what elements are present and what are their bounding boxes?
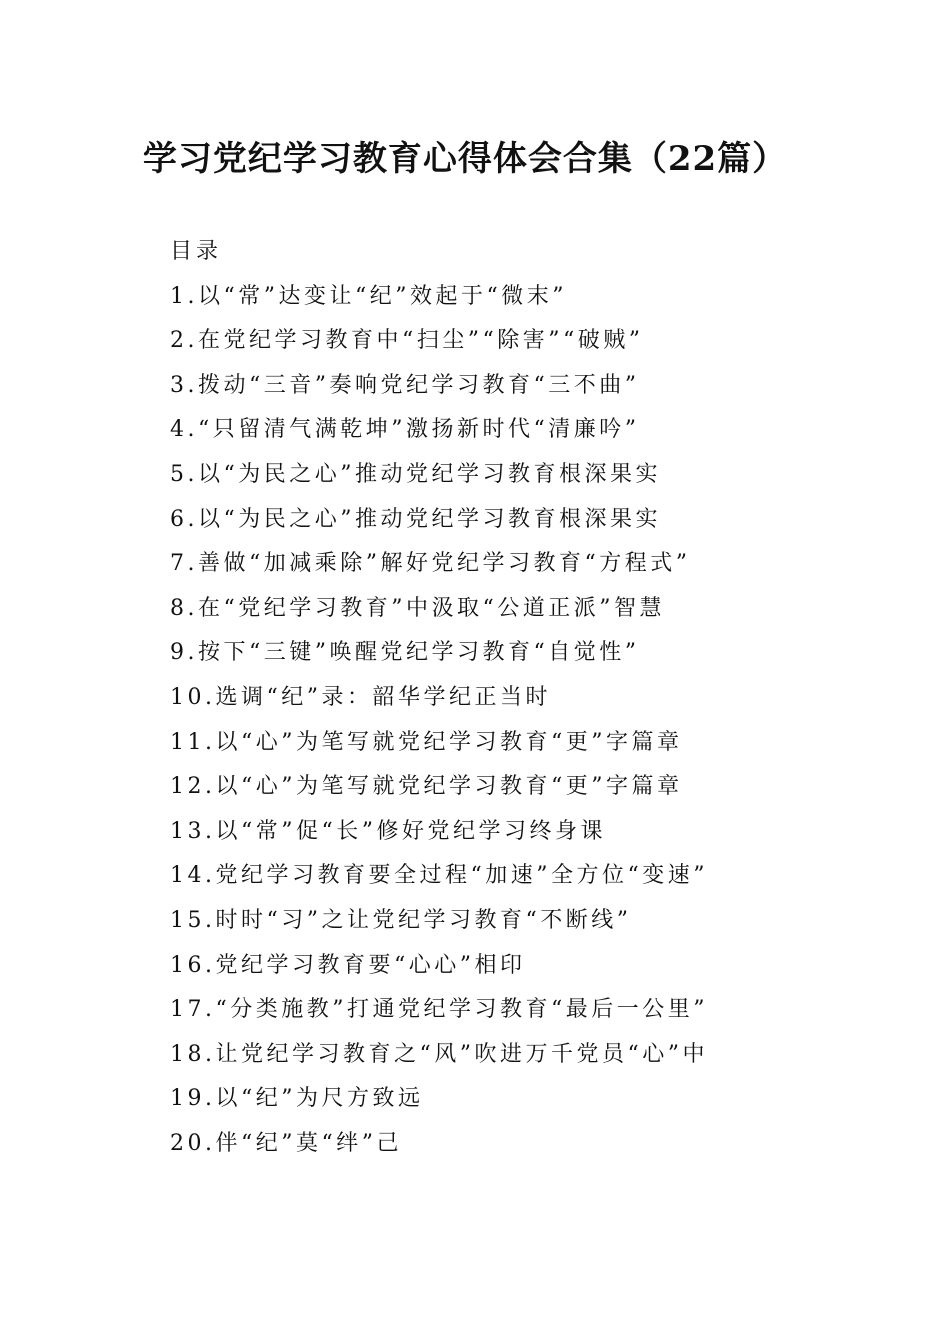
toc-item-18: 18.让党纪学习教育之“风”吹进万千党员“心”中 [170, 1041, 708, 1067]
toc-item-9: 9.按下“三键”唤醒党纪学习教育“自觉性” [170, 640, 640, 666]
table-of-contents [170, 230, 870, 1166]
toc-item-13: 13.以“常”促“长”修好党纪学习终身课 [170, 818, 606, 844]
toc-item-11: 11.以“心”为笔写就党纪学习教育“更”字篇章 [170, 729, 683, 755]
toc-item-4: 4.“只留清气满乾坤”激扬新时代“清廉吟” [170, 417, 640, 443]
toc-item-5: 5.以“为民之心”推动党纪学习教育根深果实 [170, 461, 661, 487]
toc-item-10: 10.选调“纪”录：韶华学纪正当时 [170, 684, 551, 710]
toc-item-20: 20.伴“纪”莫“绊”己 [170, 1130, 402, 1156]
document-title: 学习党纪学习教育心得体会合集（22篇） [142, 139, 788, 179]
toc-item-6: 6.以“为民之心”推动党纪学习教育根深果实 [170, 506, 661, 532]
toc-item-1: 1.以“常”达变让“纪”效起于“微末” [170, 283, 567, 309]
toc-item-2: 2.在党纪学习教育中“扫尘”“除害”“破贼” [170, 328, 644, 354]
toc-item-8: 8.在“党纪学习教育”中汲取“公道正派”智慧 [170, 595, 665, 621]
toc-item-12: 12.以“心”为笔写就党纪学习教育“更”字篇章 [170, 774, 683, 800]
toc-item-3: 3.拨动“三音”奏响党纪学习教育“三不曲” [170, 372, 640, 398]
toc-item-17: 17.“分类施教”打通党纪学习教育“最后一公里” [170, 997, 708, 1023]
toc-item-16: 16.党纪学习教育要“心心”相印 [170, 952, 526, 978]
toc-item-15: 15.时时“习”之让党纪学习教育“不断线” [170, 907, 632, 933]
toc-item-14: 14.党纪学习教育要全过程“加速”全方位“变速” [170, 863, 708, 889]
toc-heading: 目录 [170, 239, 223, 264]
toc-item-19: 19.以“纪”为尺方致远 [170, 1086, 424, 1112]
toc-item-7: 7.善做“加减乘除”解好党纪学习教育“方程式” [170, 551, 691, 577]
